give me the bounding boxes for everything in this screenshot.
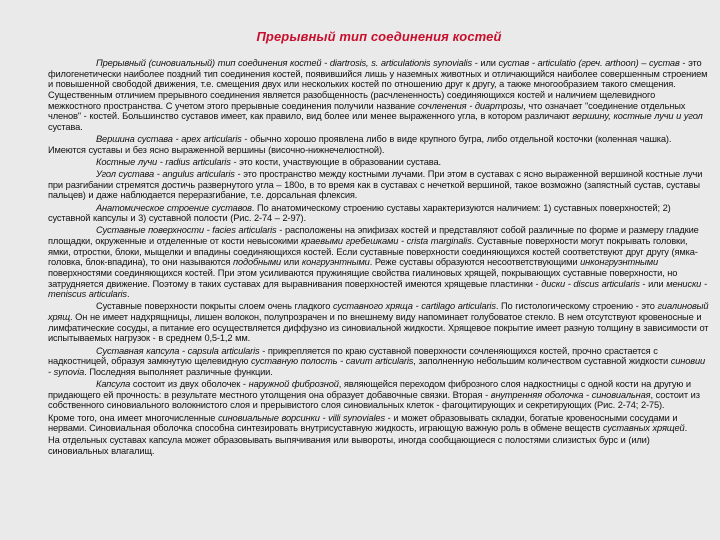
text-run: - это пространство между костными лучами. При этом в суставах с ясно выраженной вершиной костные лучи при разгибании стремятся достичь развернутого угла – 180о, в то время как в суставах с нечеткой вершиной, такое возможно (запястный сустав, суставы пальцев) и даже наблюдается переразгибание, т.е. дорсальная флексия. <box>48 169 703 201</box>
paragraph <box>48 157 710 168</box>
text-run: - или <box>471 58 499 68</box>
text-run: - обычно хорошо проявлена либо в виде крупного бугра, либо отдельной косточки (коленная чашка). Имеются суставы и без ясно выраженной вершины (височно-нижнечелюстной). <box>48 134 672 155</box>
text-run: , являющейся переходом фиброзного слоя надкостницы с одной кости на другую и придающего ей прочность: в результате местного утолщения она образует добавочные связки. Вторая - <box>48 379 691 400</box>
italic-term: внутренняя оболочка - синовиальная <box>490 389 651 400</box>
italic-term: Суставная капсула - capsula articularis <box>96 345 260 356</box>
text-run: , заполненную небольшим количеством суставной жидкости <box>413 356 671 367</box>
text-run: На отдельных суставах капсула может образовывать выпячивания или вывороты, иногда сообщающиеся с полостями слизистых бурс и (или) синовиальных влагалищ. <box>48 435 650 456</box>
italic-term: гиалиновый хрящ <box>48 301 709 323</box>
italic-term: сустав <box>649 58 680 68</box>
italic-term: Суставные поверхности - facies articularis <box>96 225 277 236</box>
text-run: сустава. <box>48 121 83 132</box>
italic-term: суставного хряща - cartilago articularis <box>332 301 496 312</box>
paragraph <box>48 58 710 133</box>
text-run: . <box>684 423 687 434</box>
paragraph <box>48 435 710 456</box>
text-run: состоит из двух оболочек - <box>130 379 249 390</box>
italic-term: суставную полость - cavum articularis <box>251 356 414 367</box>
italic-term: диски - discus articularis <box>541 278 640 289</box>
italic-term: Угол сустава - angulus articularis <box>96 169 235 180</box>
text-run: Суставные поверхности покрыты слоем очень гладкого <box>96 301 333 312</box>
text-run: . Он не имеет надхрящницы, лишен волокон, полупрозрачен и по внешнему виду напоминает голубоватое стекло. В нем отсутствуют кровеносные и лимфатические сосуды, а питание его осуществляется диффузно из синовиальной жидкости. Хрящевое покрытие имеет разную толщину в зависимости от испытываемых нагрузок - в среднем 0,5-1,2 мм. <box>48 312 709 344</box>
italic-term: Костные лучи - radius articularis <box>96 156 231 167</box>
text-run: поверхностями соединяющихся костей. При этом усиливаются пружинящие свойства гиалиновых хрящей, покрывающих суставные поверхности, но затрудняется движение. Поэтому в таких суставах для выравнивания поверхностей имеются хрящевые пластинки - <box>48 267 678 289</box>
paragraph <box>48 346 710 378</box>
italic-term: Анатомическое строение суставов <box>96 202 252 213</box>
italic-term: синовии - synovia <box>48 356 705 377</box>
text-run: - это кости, участвующие в образовании сустава. <box>230 156 441 167</box>
paragraph <box>48 379 710 411</box>
text-run: , что означает "соединение отдельных членов" - костей. Большинство суставов имеет, как правило, вид более или менее выраженного угла, в котором различают <box>48 100 686 122</box>
document-body <box>48 58 710 457</box>
italic-term: сочленения - диартрозы <box>417 100 524 111</box>
text-run: - это филогенетически наиболее поздний тип соединения костей, появившийся лишь у наземных животных и отличающийся наиболее совершенным строением и повышенной свободой движения, т.е. смещения двух или нескольких костей по отношению друг к другу, а также многообразием такого смещения. Существенным отличием прерывного соединения является разобщенность (расчлененность) соединяющихся костей и наличием щелевидного межкостного пространства. С учетом этого прерывные соединения получили название <box>48 58 708 111</box>
italic-term: конгруэнтными <box>301 257 370 268</box>
italic-term: Капсула <box>96 379 131 390</box>
text-run: . <box>126 289 130 300</box>
text-run: или <box>281 257 302 268</box>
paragraph <box>48 301 710 344</box>
italic-term: краевыми гребешками - crista marginalis <box>300 236 472 246</box>
paragraph <box>48 413 710 434</box>
text-run: , состоит из собственного синовиального волокнистого слоя и прерывистого слоя синовиальных клеток - фагоцитирующих и секретирующих (Рис. 2-74; 2-75). <box>48 389 700 411</box>
italic-term: Прерывный (синовиальный) тип соединения костей - diartrosis, s. articulationis synovialis <box>96 58 472 68</box>
italic-term: инконгруэнтными <box>580 257 658 268</box>
document-page <box>48 29 710 458</box>
text-run: . Суставные поверхности могут покрывать головки, ямки, отростки, блоки, мыщелки и впадины соединяющихся костей. Если суставные поверхности соединяющихся костей соответствуют друг другу (ямка-головка, блок-впадина), то они называются <box>48 236 698 268</box>
text-run: . Реже суставы образуются несоответствующими <box>369 257 581 268</box>
italic-term: подобными <box>233 257 282 268</box>
italic-term: суставных хрящей <box>603 423 685 434</box>
paragraph <box>48 169 710 201</box>
italic-term: вершину, костные лучи и угол <box>572 111 703 122</box>
italic-term: синовиальные ворсинки - villi synoviales <box>218 412 385 423</box>
text-run: . Последняя выполняет различные функции. <box>84 366 273 377</box>
text-run: . По гистологическому строению - это <box>495 301 658 312</box>
italic-term: Вершина сустава - apex articularis <box>96 134 242 145</box>
italic-term: сустав - articulatio (греч. arthoon) <box>498 58 639 68</box>
paragraph <box>48 134 710 155</box>
text-run: - и может образовывать складки, богатые кровеносными сосудами и нервами. Синовиальная оболочка способна синтезировать внутрисуставную жидкость, играющую важную роль в обмене веществ <box>48 412 678 434</box>
italic-term: наружной фиброзной <box>248 379 339 390</box>
text-run: – <box>638 58 650 68</box>
paragraph <box>48 203 710 224</box>
text-run: - или <box>639 278 667 289</box>
italic-term: мениски - meniscus articularis <box>48 278 707 300</box>
paragraph <box>48 225 710 300</box>
text-run: . По анатомическому строению суставы характеризуются наличием: 1) суставных поверхностей; 2) суставной капсулы и 3) суставной полости (Рис. 2-74 – 2-97). <box>48 202 671 224</box>
text-run: - расположены на эпифизах костей и представляют собой различные по форме и размеру гладкие площадки, окруженные и отделенные от кости невысокими <box>48 225 699 246</box>
text-run: Кроме того, она имеет многочисленные <box>48 412 219 423</box>
page-title: Прерывный тип соединения костей <box>256 29 502 44</box>
text-run: - прикрепляется по краю суставной поверхности сочленяющихся костей, прочно срастается с надкостницей, образуя замкнутую щелевидную <box>48 345 658 367</box>
